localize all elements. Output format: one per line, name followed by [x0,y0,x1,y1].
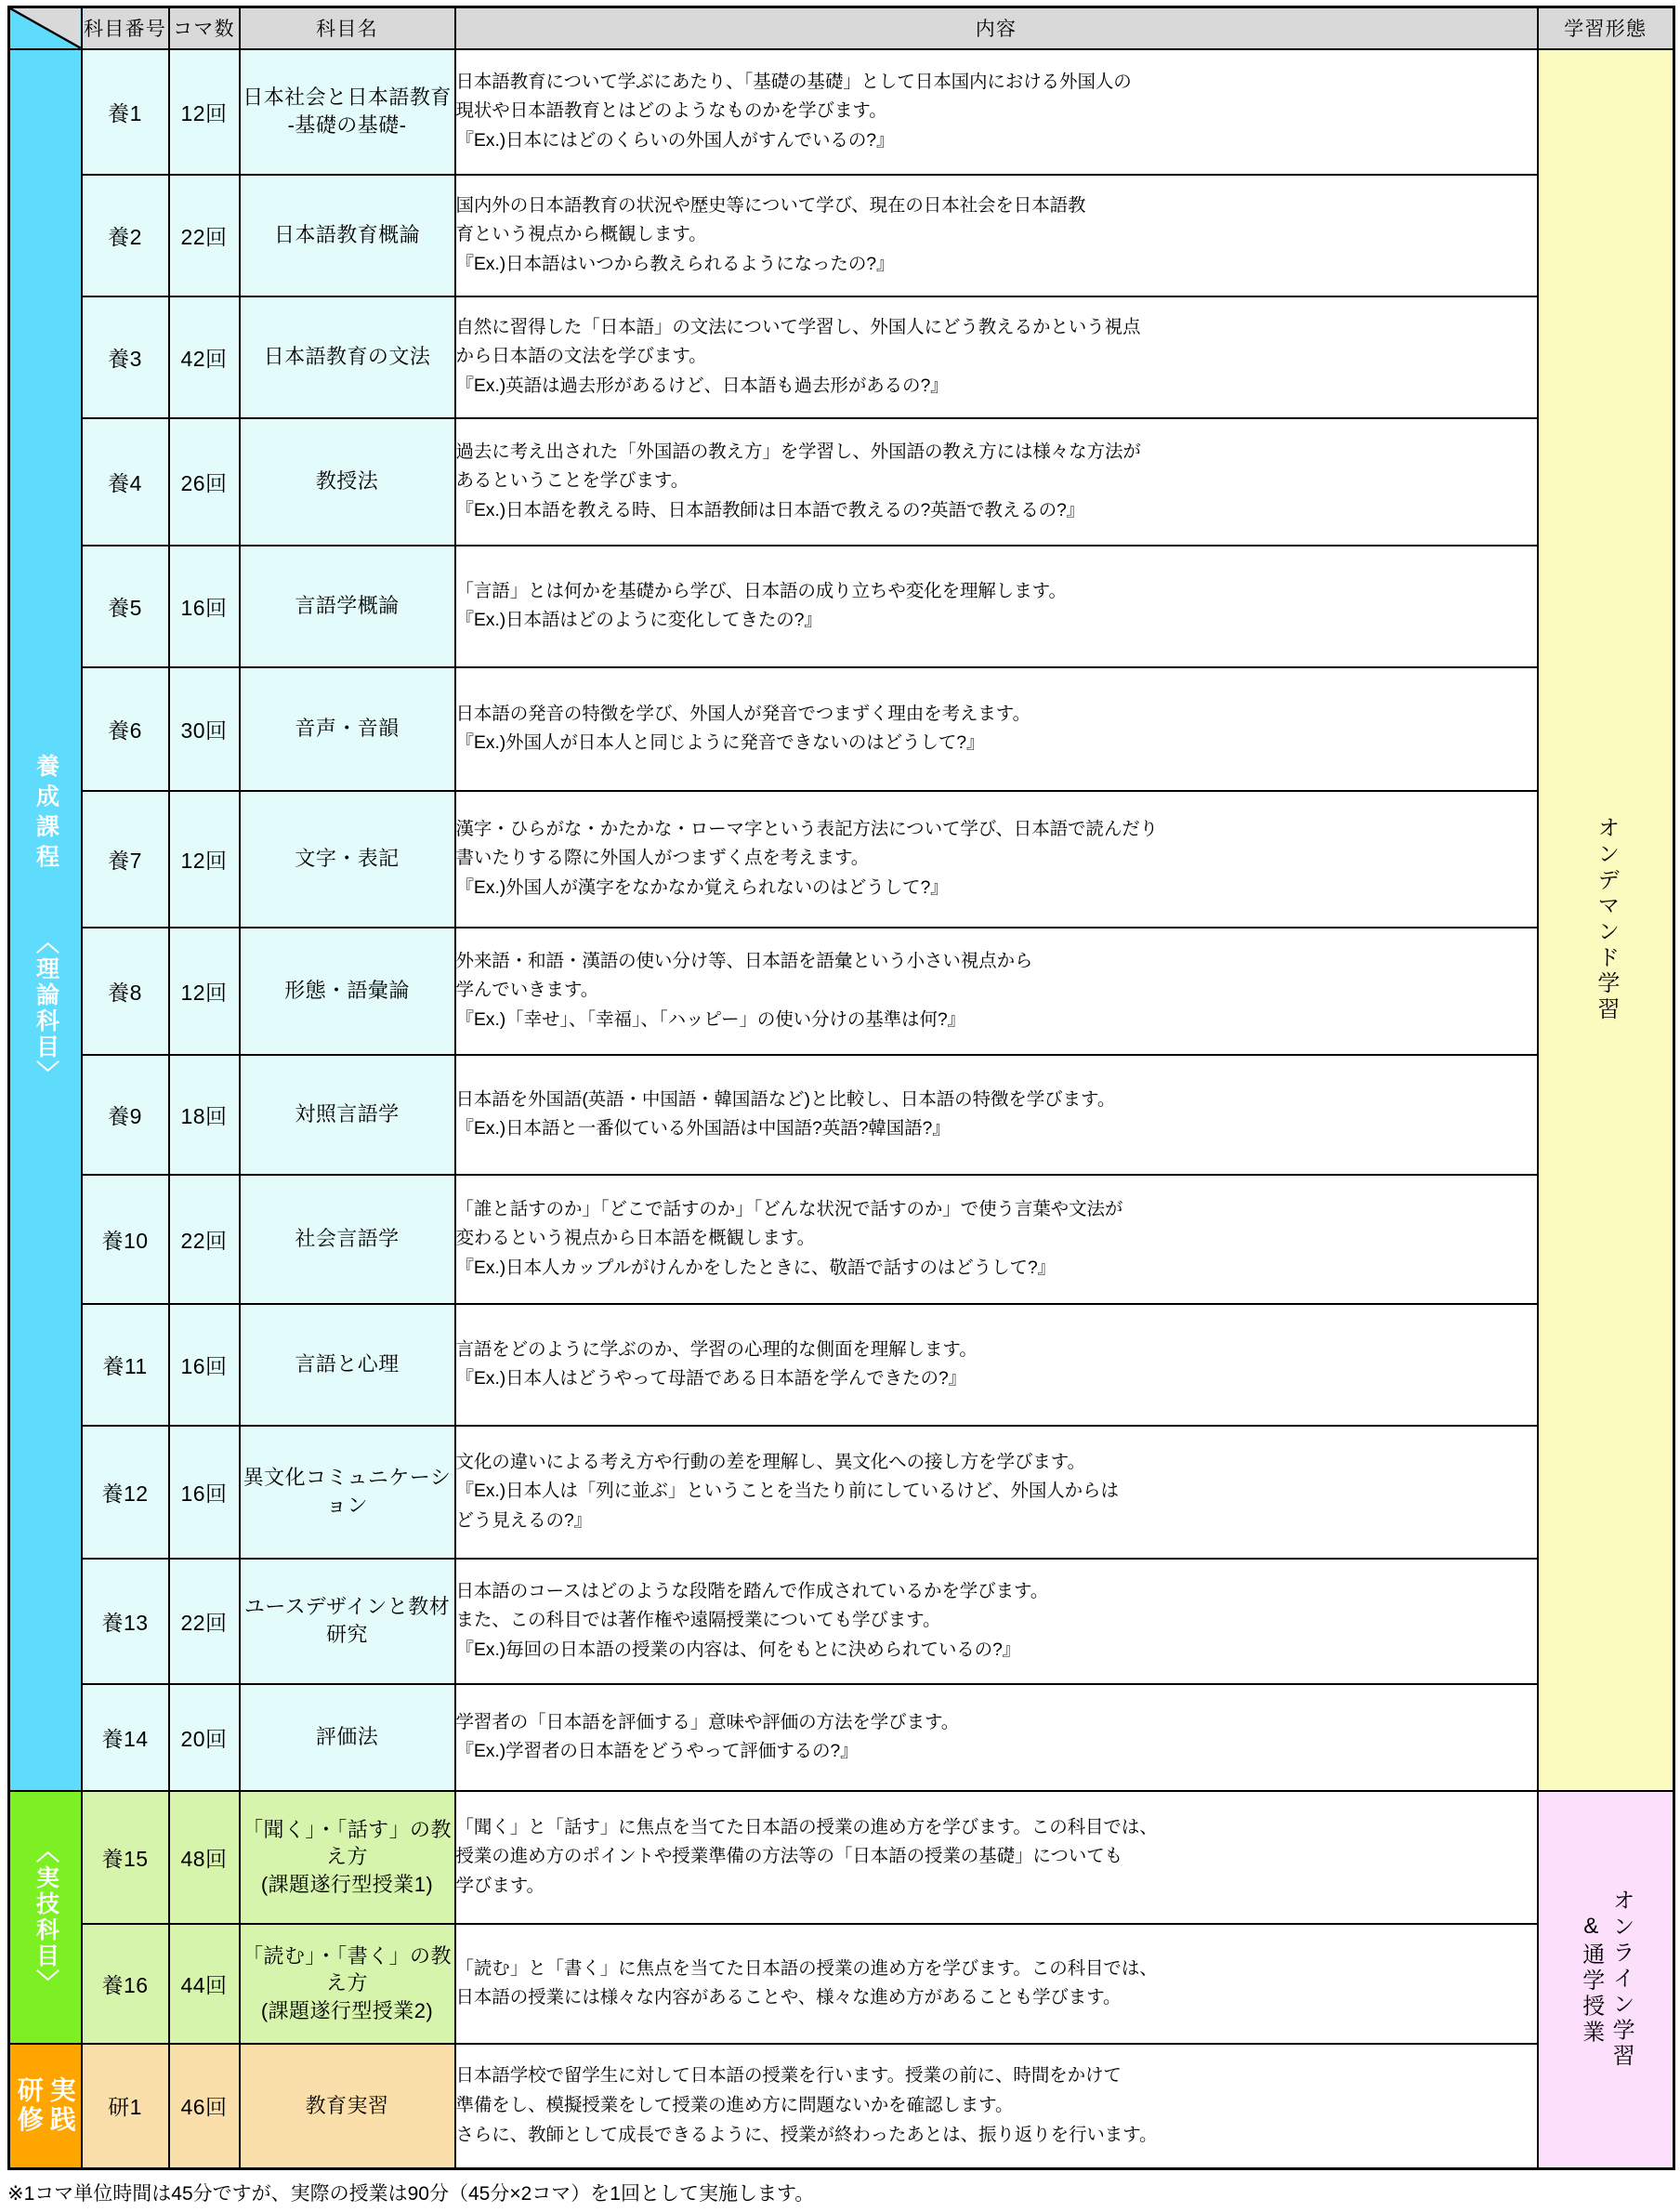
row-subject-name [240,296,455,418]
row-subject-name [240,418,455,546]
subject-name-line1: 日本語教育概論 [273,223,421,247]
row-content [455,1791,1538,1924]
row-content [455,2044,1538,2169]
table-row [9,667,1674,791]
header-study-mode: 学習形態 [1538,7,1674,49]
content-line: 文化の違いによる考え方や行動の差を理解し、異文化への接し方を学びます。 [455,1451,1086,1472]
content-line: 『Ex.)外国人が日本人と同じように発音できないのはどうして?』 [455,732,985,754]
row-sessions: 26回 [169,418,240,546]
row-subject-no: 養8 [82,928,169,1055]
content-line: 現状や日本語教育とはどのようなものかを学びます。 [455,100,887,122]
table-row [9,49,1674,175]
row-subject-name [240,1175,455,1304]
content-line: 日本語教育について学ぶにあたり、「基礎の基礎」として日本国内における外国人の [455,71,1132,92]
content-line: 『Ex.)英語は過去形があるけど、日本語も過去形があるの?』 [455,375,949,396]
content-line: 外来語・和語・漢語の使い分け等、日本語を語彙という小さい視点から [455,950,1033,971]
content-line: 学んでいきます。 [455,980,599,1001]
subject-name-line2: -基礎の基礎- [287,113,407,138]
row-sessions: 12回 [169,49,240,175]
subject-name-line1: 教授法 [315,469,379,494]
row-sessions: 16回 [169,1426,240,1559]
row-subject-no: 養11 [82,1304,169,1426]
row-content [455,791,1538,928]
content-line: 学びます。 [455,1875,545,1896]
header-subject-no: 科目番号 [82,7,169,49]
content-line: 準備をし、模擬授業をして授業の進め方に問題ないかを確認します。 [455,2095,1014,2116]
study-mode-cell-online [1538,1791,1674,2169]
table-row [9,418,1674,546]
table-row [9,175,1674,296]
row-content [455,49,1538,175]
content-line: 言語をどのように学ぶのか、学習の心理的な側面を理解します。 [455,1338,978,1360]
content-line: 『Ex.)日本人カップルがけんかをしたときに、敬語で話すのはどうして?』 [455,1257,1057,1278]
row-subject-no: 養2 [82,175,169,296]
row-subject-no: 養9 [82,1055,169,1175]
content-line: 日本語のコースはどのような段階を踏んで作成されているかを学びます。 [455,1580,1049,1601]
row-subject-name [240,1426,455,1559]
category-label-kenshu: 研修 [14,2076,44,2136]
row-content [455,296,1538,418]
row-subject-no: 養6 [82,667,169,791]
table-row [9,1426,1674,1559]
row-subject-no: 養13 [82,1559,169,1684]
content-line: 「誰と話すのか」「どこで話すのか」「どんな状況で話すのか」で使う言葉や文法が [455,1198,1123,1219]
row-subject-no: 養14 [82,1684,169,1791]
row-subject-name [240,1559,455,1684]
content-line: 『Ex.)毎回の日本語の授業の内容は、何をもとに決められているの?』 [455,1639,1021,1660]
subject-name-line1: 形態・語彙論 [284,979,410,1003]
subject-name-line1: 異文化コミュニケーション [243,1466,452,1518]
row-sessions: 22回 [169,1559,240,1684]
row-subject-no: 養5 [82,546,169,667]
subject-name-line1: 「聞く」・「話す」の教え方 [243,1817,452,1869]
row-sessions: 20回 [169,1684,240,1791]
content-line: 『Ex.)日本語を教える時、日本語教師は日本語で教えるの?英語で教えるの?』 [455,499,1085,520]
row-sessions: 16回 [169,1304,240,1426]
subject-name-line1: 文字・表記 [295,847,400,871]
table-row [9,1175,1674,1304]
table-row [9,1304,1674,1426]
row-subject-no: 養16 [82,1924,169,2044]
row-sessions: 30回 [169,667,240,791]
subject-name-line1: 音声・音韻 [295,717,400,741]
footnote-text: ※1コマ単位時間は45分ですが、実際の授業は90分（45分×2コマ）を1回として実施します。 [7,2183,815,2205]
row-subject-no: 養1 [82,49,169,175]
content-line: 過去に考え出された「外国語の教え方」を学習し、外国語の教え方には様々な方法が [455,441,1141,462]
content-line: 『Ex.)日本人はどうやって母語である日本語を学んできたの?』 [455,1368,966,1389]
row-sessions: 48回 [169,1791,240,1924]
content-line: 日本語を外国語(英語・中国語・韓国語など)と比較し、日本語の特徴を学びます。 [455,1088,1116,1110]
row-subject-name [240,175,455,296]
table-row [9,1684,1674,1791]
table-row [9,546,1674,667]
row-subject-name [240,1304,455,1426]
row-content [455,175,1538,296]
row-subject-name [240,546,455,667]
content-line: 「読む」と「書く」に焦点を当てた日本語の授業の進め方を学びます。この科目では、 [455,1957,1158,1979]
row-content [455,418,1538,546]
category-cell-yousei [9,49,82,1791]
row-content [455,1684,1538,1791]
table-row [9,296,1674,418]
subject-name-line1: 言語学概論 [295,594,400,618]
row-subject-name [240,49,455,175]
header-sessions: コマ数 [169,7,240,49]
row-subject-no: 養3 [82,296,169,418]
corner-diagonal-cell [9,7,82,49]
row-subject-no: 養4 [82,418,169,546]
row-content [455,1055,1538,1175]
subject-name-line1: ユースデザインと教材研究 [243,1595,451,1647]
category-label-yousei-title: 養成課程 [33,753,59,875]
content-line: から日本語の文法を学びます。 [455,346,707,367]
row-subject-no: 養12 [82,1426,169,1559]
content-line: さらに、教師として成長できるように、授業が終わったあとは、振り返りを行います。 [455,2124,1158,2145]
content-line: あるということを学びます。 [455,470,689,492]
curriculum-table [7,6,1675,2170]
content-line: 日本語の授業には様々な内容があることや、様々な進め方があることも学びます。 [455,1987,1122,2008]
content-line: 「言語」とは何かを基礎から学び、日本語の成り立ちや変化を理解します。 [455,580,1067,601]
row-subject-name [240,791,455,928]
category-cell-kenshu [9,2044,82,2169]
row-content [455,1924,1538,2044]
row-sessions: 42回 [169,296,240,418]
table-row [9,1791,1674,1924]
content-line: 自然に習得した「日本語」の文法について学習し、外国人にどう教えるかという視点 [455,316,1141,337]
row-subject-name [240,1055,455,1175]
table-row [9,1055,1674,1175]
row-content [455,1175,1538,1304]
content-line: 書いたりする際に外国人がつまずく点を考えます。 [455,848,870,869]
table-row [9,1559,1674,1684]
row-sessions: 12回 [169,928,240,1055]
row-sessions: 12回 [169,791,240,928]
content-line: 『Ex.)日本にはどのくらいの外国人がすんでいるの?』 [455,129,895,151]
subject-name-line1: 日本社会と日本語教育 [243,86,452,110]
category-label-jissen: 実践 [46,2076,76,2136]
row-content [455,546,1538,667]
content-line: 『Ex.)日本語と一番似ている外国語は中国語?英語?韓国語?』 [455,1118,951,1139]
table-row [9,928,1674,1055]
study-mode-label-online: オンライン学習 [1608,1889,1634,2071]
subject-name-line1: 社会言語学 [295,1227,400,1251]
content-line: 国内外の日本語教育の状況や歴史等について学び、現在の日本社会を日本語教 [455,194,1086,216]
content-line: どう見えるの?』 [455,1509,593,1531]
row-sessions: 16回 [169,546,240,667]
row-sessions: 22回 [169,175,240,296]
study-mode-label-commute: &通学授業 [1578,1913,1604,2046]
row-sessions: 44回 [169,1924,240,2044]
content-line: 『Ex.)外国人が漢字をなかなか覚えられないのはどうして?』 [455,876,949,898]
diagonal-slash-icon [10,8,81,48]
row-content [455,1304,1538,1426]
row-content [455,1559,1538,1684]
subject-name-line1: 言語と心理 [295,1352,400,1376]
study-mode-cell-ondemand [1538,49,1674,1791]
row-subject-no: 養15 [82,1791,169,1924]
table-row [9,791,1674,928]
row-subject-name [240,2044,455,2169]
category-label-jitsugi: 〈実技科目〉 [33,1838,59,1995]
subject-name-line1: 「読む」・「書く」の教え方 [243,1943,452,1995]
content-line: 「聞く」と「話す」に焦点を当てた日本語の授業の進め方を学びます。この科目では、 [455,1816,1158,1837]
row-subject-no: 養10 [82,1175,169,1304]
content-line: 育という視点から概観します。 [455,224,707,245]
category-label-yousei-sub: 〈理論科目〉 [33,929,59,1086]
study-mode-label-ondemand: オンデマンド学習 [1593,816,1619,1023]
content-line: また、この科目では著作権や遠隔授業についても学びます。 [455,1610,941,1631]
content-line: 学習者の「日本語を評価する」意味や評価の方法を学びます。 [455,1711,960,1732]
content-line: 『Ex.)日本語はどのように変化してきたの?』 [455,610,822,631]
table-row [9,1924,1674,2044]
content-line: 授業の進め方のポイントや授業準備の方法等の「日本語の授業の基礎」についても [455,1846,1123,1867]
content-line: 変わるという視点から日本語を概観します。 [455,1228,815,1249]
subject-name-line1: 対照言語学 [295,1102,400,1126]
row-subject-name [240,1684,455,1791]
content-line: 『Ex.)学習者の日本語をどうやって評価するの?』 [455,1741,859,1762]
subject-name-line1: 日本語教育の文法 [263,345,431,369]
row-content [455,928,1538,1055]
row-sessions: 46回 [169,2044,240,2169]
subject-name-line2: (課題遂行型授業2) [260,1998,434,2022]
row-subject-no: 研1 [82,2044,169,2169]
table-header-row [9,7,1674,49]
content-line: 漢字・ひらがな・かたかな・ローマ字という表記方法について学び、日本語で読んだり [455,818,1159,839]
content-line: 『Ex.)「幸せ」、「幸福」、「ハッピー」の使い分けの基準は何?』 [455,1008,966,1030]
row-subject-name [240,667,455,791]
content-line: 日本語学校で留学生に対して日本語の授業を行います。授業の前に、時間をかけて [455,2065,1122,2087]
category-cell-jitsugi [9,1791,82,2044]
header-subject-name: 科目名 [240,7,455,49]
row-subject-name [240,1924,455,2044]
subject-name-line1: 教育実習 [305,2093,389,2117]
content-line: 日本語の発音の特徴を学び、外国人が発音でつまずく理由を考えます。 [455,703,1031,724]
content-line: 『Ex.)日本語はいつから教えられるようになったの?』 [455,253,895,274]
row-subject-no: 養7 [82,791,169,928]
subject-name-line1: 評価法 [315,1725,379,1749]
row-sessions: 22回 [169,1175,240,1304]
subject-name-line2: (課題遂行型授業1) [260,1872,434,1896]
row-subject-name [240,928,455,1055]
table-row [9,2044,1674,2169]
row-sessions: 18回 [169,1055,240,1175]
content-line: 『Ex.)日本人は「列に並ぶ」ということを当たり前にしているけど、外国人からは [455,1481,1119,1502]
header-content: 内容 [455,7,1538,49]
row-content [455,667,1538,791]
row-content [455,1426,1538,1559]
row-subject-name [240,1791,455,1924]
